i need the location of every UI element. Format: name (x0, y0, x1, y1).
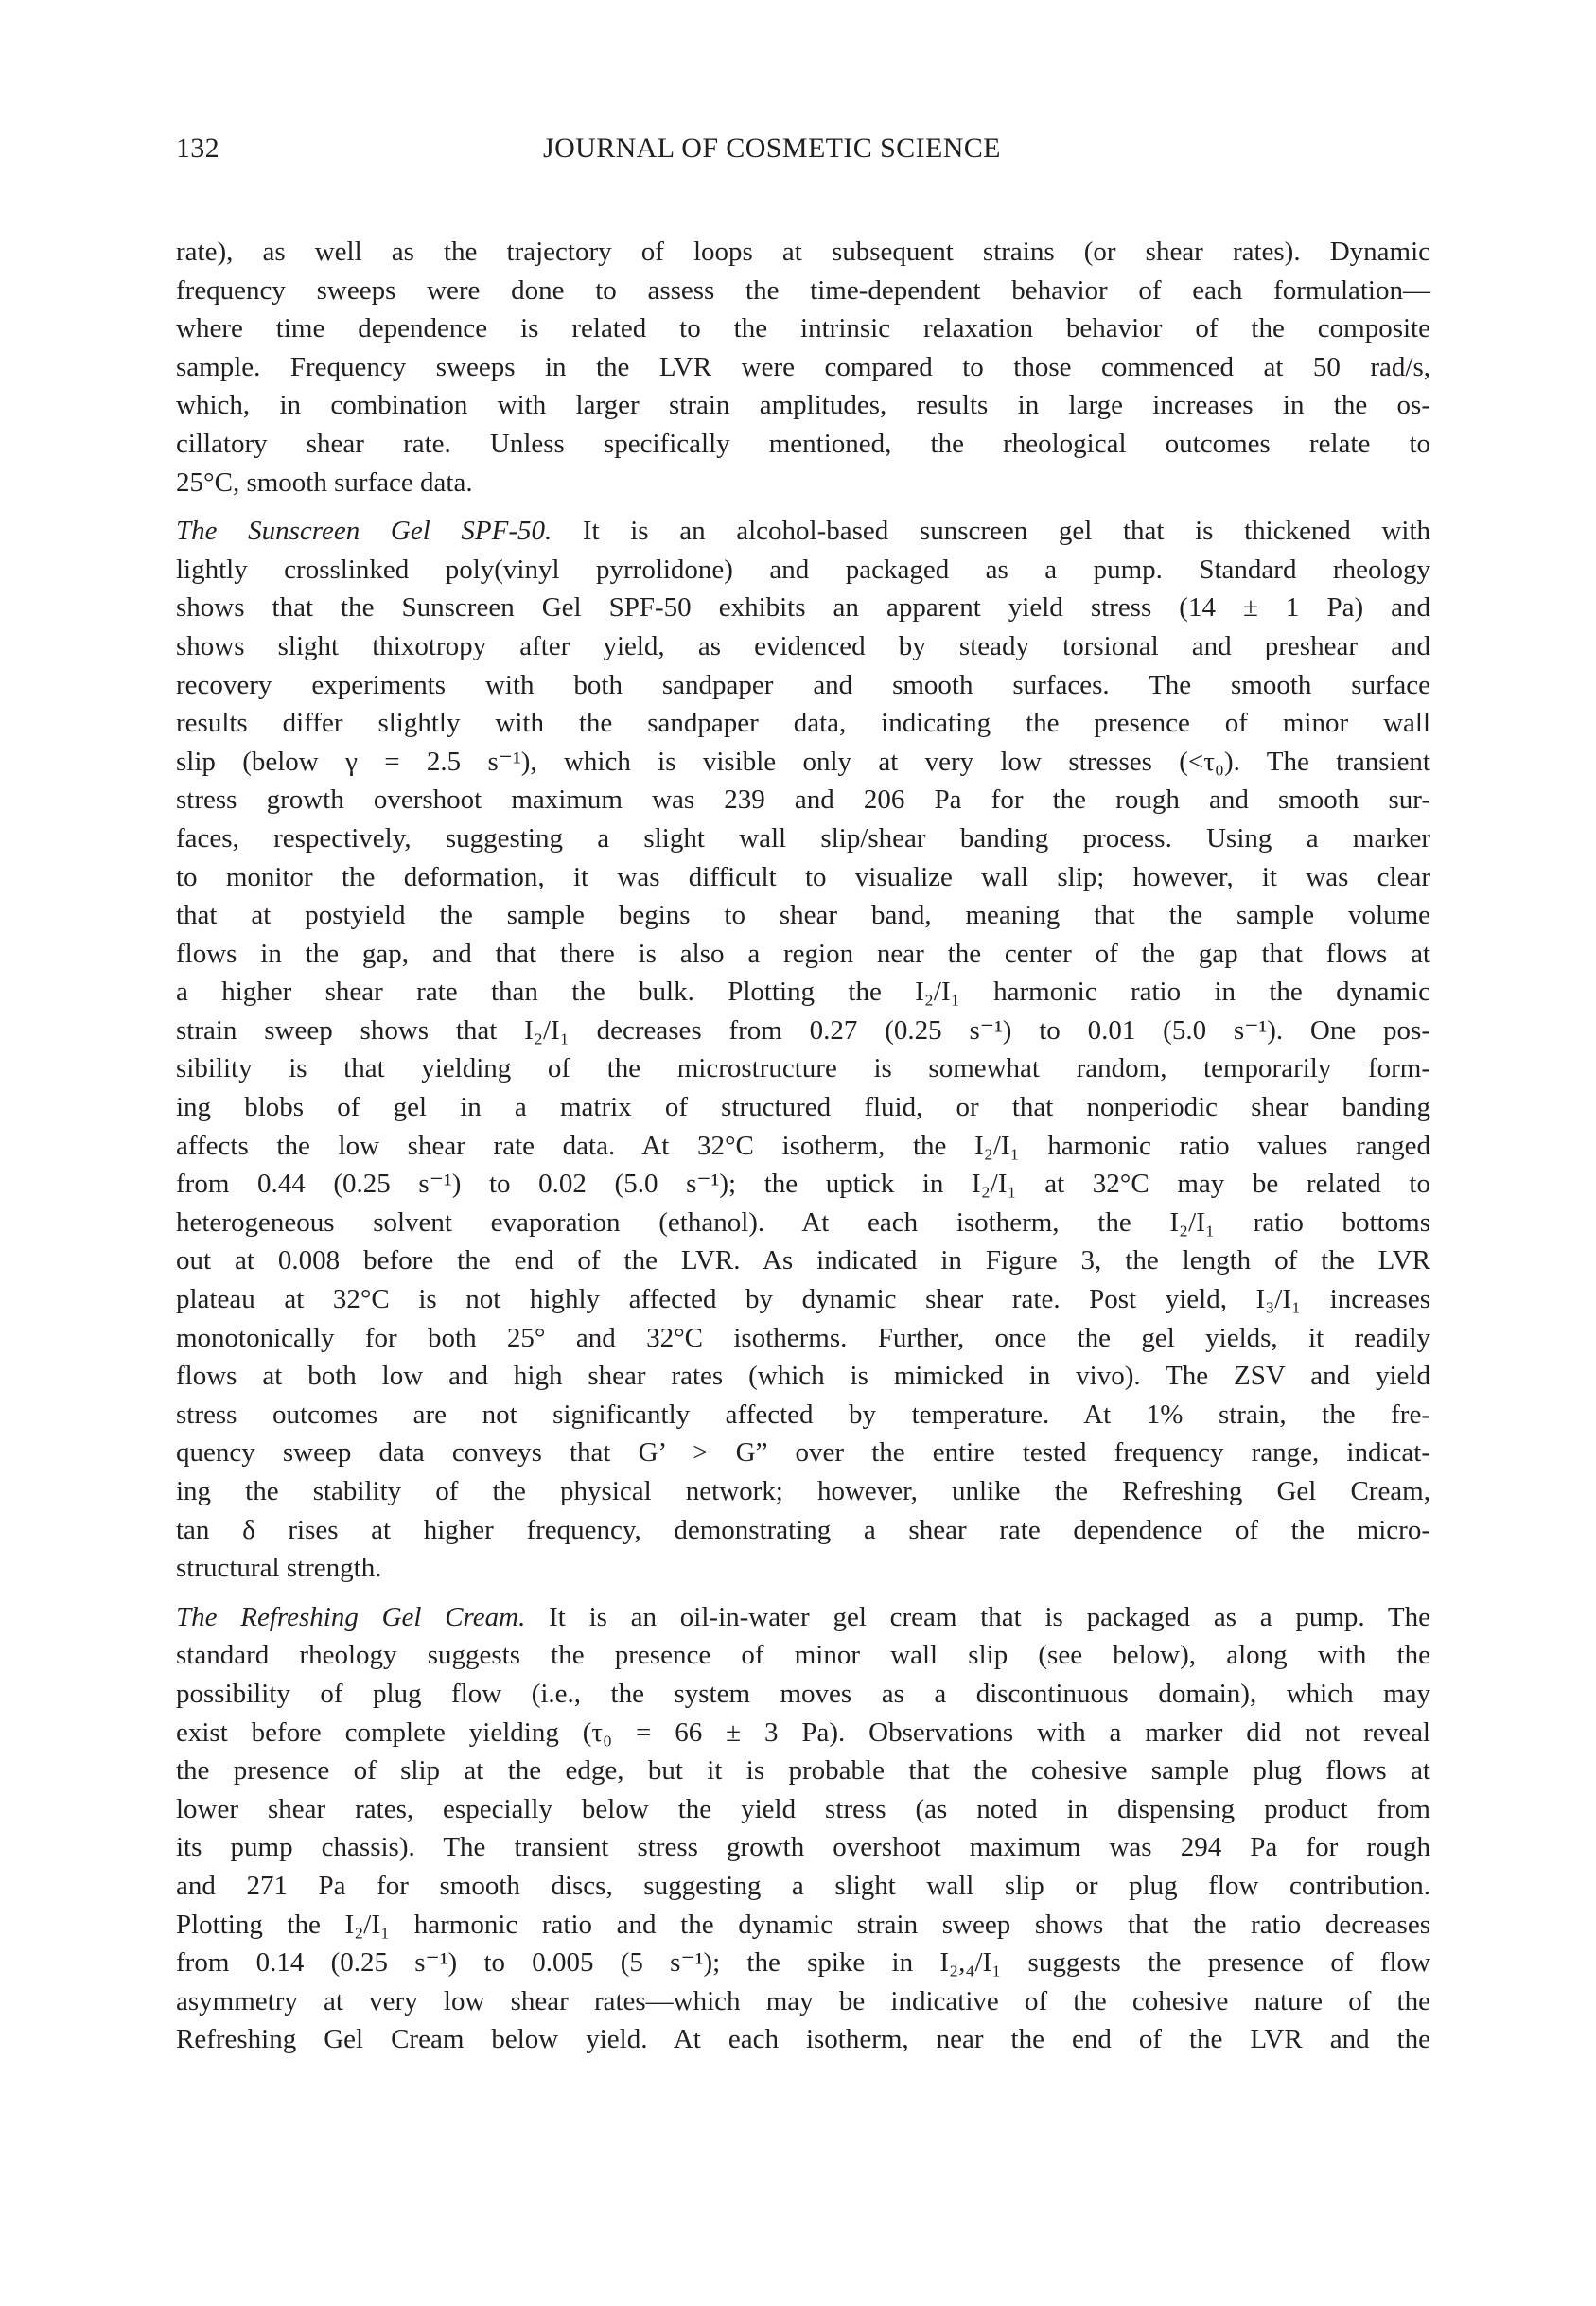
text-line: from 0.14 (0.25 s⁻¹) to 0.005 (5 s⁻¹); the spike in I₂,₄/I₁ suggests the presence of flow (176, 1947, 1430, 1979)
text-line: to monitor the deformation, it was difficult to visualize wall slip; however, it was clear (176, 861, 1430, 892)
text-line: tan δ rises at higher frequency, demonstrating a shear rate dependence of the micro- (176, 1514, 1430, 1545)
text-line: stress outcomes are not significantly affected by temperature. At 1% strain, the fre- (176, 1399, 1430, 1430)
text-line: rate), as well as the trajectory of loops at subsequent strains (or shear rates). Dynamic (176, 237, 1430, 267)
text-line: shows that the Sunscreen Gel SPF-50 exhibits an apparent yield stress (14 ± 1 Pa) and (176, 592, 1430, 624)
text-line: sample. Frequency sweeps in the LVR were compared to those commenced at 50 rad/s, (176, 351, 1430, 382)
text-line: standard rheology suggests the presence of minor wall slip (see below), along with the (176, 1640, 1430, 1671)
text-line: affects the low shear rate data. At 32°C isotherm, the I₂/I₁ harmonic ratio values ranged (176, 1130, 1430, 1161)
text-line: the presence of slip at the edge, but it is probable that the cohesive sample plug flows at (176, 1755, 1430, 1787)
text-line: lower shear rates, especially below the yield stress (as noted in dispensing product from (176, 1793, 1430, 1824)
text-line: flows at both low and high shear rates (which is mimicked in vivo). The ZSV and yield (176, 1361, 1430, 1392)
text-line: ing the stability of the physical network; however, unlike the Refreshing Gel Cream, (176, 1476, 1430, 1506)
text-line: possibility of plug flow (i.e., the system moves as a discontinuous domain), which may (176, 1678, 1430, 1709)
text-line: recovery experiments with both sandpaper and smooth surfaces. The smooth surface (176, 669, 1430, 700)
text-line: structural strength. (176, 1553, 382, 1584)
text-line: ing blobs of gel in a matrix of structured fluid, or that nonperiodic shear banding (176, 1092, 1430, 1123)
text-line: flows in the gap, and that there is also a region near the center of the gap that flows at (176, 938, 1430, 969)
text-line: cillatory shear rate. Unless specifically mentioned, the rheological outcomes relate to (176, 428, 1430, 459)
text-line: results differ slightly with the sandpaper data, indicating the presence of minor wall (176, 708, 1430, 739)
text-line (176, 1598, 1430, 1637)
text-line: exist before complete yielding (τ₀ = 66 ± 3 Pa). Observations with a marker did not reveal (176, 1716, 1430, 1748)
text-line: slip (below γ = 2.5 s⁻¹), which is visible only at very low stresses (<τ₀). The transient (176, 746, 1430, 777)
text-line: asymmetry at very low shear rates—which may be indicative of the cohesive nature of the (176, 1985, 1430, 2016)
running-head (176, 132, 1430, 170)
text-line: strain sweep shows that I₂/I₁ decreases from 0.27 (0.25 s⁻¹) to 0.01 (5.0 s⁻¹). One pos- (176, 1014, 1430, 1046)
text-line: plateau at 32°C is not highly affected by dynamic shear rate. Post yield, I₃/I₁ increases (176, 1284, 1430, 1315)
text-line: 25°C, smooth surface data. (176, 466, 473, 498)
text-line: which, in combination with larger strain amplitudes, results in large increases in the os- (176, 390, 1430, 421)
text-segment: It is an alcohol-based sunscreen gel that is thickened with (552, 516, 1431, 547)
text-line: that at postyield the sample begins to shear band, meaning that the sample volume (176, 900, 1430, 931)
text-line: shows slight thixotropy after yield, as evidenced by steady torsional and preshear and (176, 630, 1430, 661)
text-line: a higher shear rate than the bulk. Plotting the I₂/I₁ harmonic ratio in the dynamic (176, 977, 1430, 1008)
text-line (176, 512, 1430, 551)
paragraph-sunscreen-gel (176, 512, 1430, 1588)
text-line: sibility is that yielding of the microstructure is somewhat random, temporarily form- (176, 1053, 1430, 1084)
text-line: where time dependence is related to the intrinsic relaxation behavior of the composite (176, 313, 1430, 344)
section-heading-refreshing-gel-cream: The Refreshing Gel Cream. (176, 1601, 526, 1632)
page-number: 132 (176, 132, 219, 164)
text-line: its pump chassis). The transient stress growth overshoot maximum was 294 Pa for rough (176, 1832, 1430, 1863)
paragraph-methods-continuation (176, 233, 1430, 502)
paragraph-refreshing-gel-cream (176, 1598, 1430, 2059)
text-line: Refreshing Gel Cream below yield. At each isotherm, near the end of the LVR and the (176, 2024, 1430, 2055)
text-line: faces, respectively, suggesting a slight wall slip/shear banding process. Using a marker (176, 822, 1430, 854)
section-heading-sunscreen-gel: The Sunscreen Gel SPF-50. (176, 516, 552, 547)
text-line: frequency sweeps were done to assess the time-dependent behavior of each formulation— (176, 274, 1430, 306)
text-line: out at 0.008 before the end of the LVR. As indicated in Figure 3, the length of the LVR (176, 1245, 1430, 1276)
body-text (176, 233, 1430, 2059)
journal-title: JOURNAL OF COSMETIC SCIENCE (543, 132, 1001, 164)
text-line: Plotting the I₂/I₁ harmonic ratio and the dynamic strain sweep shows that the ratio decreases (176, 1909, 1430, 1940)
text-line: from 0.44 (0.25 s⁻¹) to 0.02 (5.0 s⁻¹); the uptick in I₂/I₁ at 32°C may be related to (176, 1169, 1430, 1200)
text-line: lightly crosslinked poly(vinyl pyrrolidone) and packaged as a pump. Standard rheology (176, 554, 1430, 585)
text-segment: It is an oil-in-water gel cream that is packaged as a pump. The (525, 1601, 1430, 1632)
text-line: stress growth overshoot maximum was 239 and 206 Pa for the rough and smooth sur- (176, 784, 1430, 816)
text-line: monotonically for both 25° and 32°C isotherms. Further, once the gel yields, it readily (176, 1322, 1430, 1353)
text-line: heterogeneous solvent evaporation (ethanol). At each isotherm, the I₂/I₁ ratio bottoms (176, 1206, 1430, 1238)
text-line: quency sweep data conveys that G’ > G” over the entire tested frequency range, indicat- (176, 1437, 1430, 1469)
text-line: and 271 Pa for smooth discs, suggesting a slight wall slip or plug flow contribution. (176, 1870, 1430, 1901)
